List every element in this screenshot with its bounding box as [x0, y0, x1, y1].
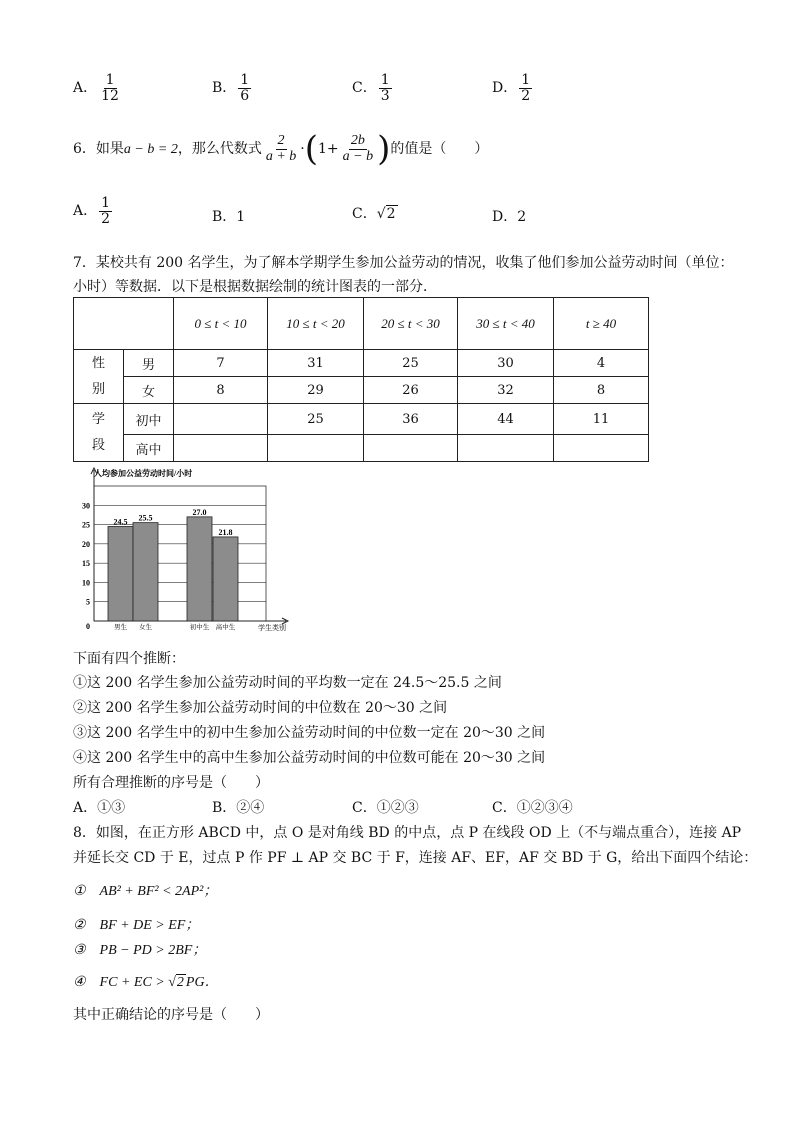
- table-row: [74, 404, 649, 435]
- data-label: 21.8: [218, 527, 233, 537]
- x-tick-label: 初中生: [189, 624, 210, 631]
- q8-conclusion-1: ① AB² + BF² < 2AP²；: [73, 884, 218, 899]
- bar-chart: [72, 464, 294, 634]
- table-cell: [364, 435, 458, 462]
- q6-a-fraction: $\frac{1}{2}$: [101, 195, 111, 227]
- table-row: [74, 377, 649, 404]
- table-cell: 26: [364, 377, 458, 404]
- table-cell: 31: [268, 350, 364, 377]
- q7-line-2: 小时）等数据．以下是根据数据绘制的统计图表的一部分．: [73, 279, 437, 295]
- table-header-row: [74, 298, 649, 350]
- table-header: 10 ≤ t < 20: [268, 298, 364, 350]
- q5-option-d: D． $\frac{1}{2}$: [492, 72, 531, 104]
- q5-option-c: C． $\frac{1}{3}$: [352, 72, 390, 104]
- q7-line-1: 7．某校共有 200 名学生，为了解本学期学生参加公益劳动的情况，收集了他们参加公益劳动时间（单位：: [73, 255, 734, 271]
- y-tick-label: 30: [82, 501, 90, 511]
- table-cell: 8: [174, 377, 268, 404]
- q8-conclusion-4: ④ FC + EC > √2 PG．: [73, 974, 219, 990]
- data-label: 24.5: [113, 517, 128, 527]
- table-cell: 29: [268, 377, 364, 404]
- q8-ask: 其中正确结论的序号是（ ）: [73, 1007, 269, 1023]
- q6-fraction-1: $\frac{2}{a + b}$: [265, 132, 297, 164]
- group-label-stage: 学 段: [74, 404, 124, 462]
- inferences-title: 下面有四个推断：: [73, 651, 185, 667]
- table-cell: [268, 435, 364, 462]
- q5-a-fraction: $\frac{1}{12}$: [101, 72, 119, 104]
- inference-3: ③这 200 名学生中的初中生参加公益劳动时间的中位数一定在 20～30 之间: [73, 725, 546, 741]
- q6-fraction-2: $\frac{2b}{a - b}$: [342, 132, 374, 164]
- y-tick-label: 0: [86, 622, 90, 631]
- table-cell: [554, 435, 649, 462]
- x-axis-label: 学生类别: [258, 624, 286, 632]
- q7-option-a: A．①③: [73, 800, 126, 816]
- q8-line-1: 8．如图，在正方形 ABCD 中，点 O 是对角线 BD 的中点，点 P 在线段 OD 上（不与端点重合），连接 AP: [73, 825, 742, 841]
- bar: [133, 523, 158, 621]
- x-tick-label: 女生: [139, 624, 152, 631]
- table-row: [74, 350, 649, 377]
- row-label: 女: [124, 377, 174, 404]
- bar: [108, 527, 133, 622]
- table-cell: 44: [458, 404, 554, 435]
- group-label-gender: 性 别: [74, 350, 124, 404]
- y-tick-label: 5: [86, 597, 90, 607]
- table-cell: 32: [458, 377, 554, 404]
- inference-2: ②这 200 名学生参加公益劳动时间的中位数在 20～30 之间: [73, 700, 448, 716]
- q6-stem: 6．如果a − b = 2，那么代数式 $\frac{2}{a + b}$ ·(1+ $\frac{2b}{a - b}$ )的值是（ ）: [73, 129, 489, 169]
- q5-b-fraction: $\frac{1}{6}$: [240, 72, 250, 104]
- q8-conclusion-2: ② BF + DE > EF；: [73, 918, 200, 933]
- q6-option-a: A． $\frac{1}{2}$: [73, 195, 111, 227]
- y-tick-label: 15: [82, 559, 90, 569]
- table-cell: 7: [174, 350, 268, 377]
- table-header: 30 ≤ t < 40: [458, 298, 554, 350]
- bar: [187, 517, 212, 621]
- table-cell: 8: [554, 377, 649, 404]
- sqrt-symbol: √2: [168, 974, 184, 990]
- table-header: 0 ≤ t < 10: [174, 298, 268, 350]
- q7-option-d: C．①②③④: [492, 800, 573, 816]
- table-cell: 4: [554, 350, 649, 377]
- data-label: 27.0: [192, 507, 207, 517]
- q7-option-b: B．②④: [212, 800, 265, 816]
- chart-title: 人均参加公益劳动时间/小时: [94, 469, 193, 478]
- sqrt-symbol: √2: [376, 206, 396, 222]
- q7-option-c: C．①②③: [352, 800, 419, 816]
- table-cell: 25: [364, 350, 458, 377]
- table-cell: [174, 404, 268, 435]
- inference-4: ④这 200 名学生中的高中生参加公益劳动时间的中位数可能在 20～30 之间: [73, 750, 546, 766]
- table-cell: [458, 435, 554, 462]
- q8-conclusion-3: ③ PB − PD > 2BF；: [73, 943, 207, 958]
- table-cell: 11: [554, 404, 649, 435]
- y-tick-label: 20: [82, 539, 90, 549]
- x-tick-label: 男生: [114, 624, 127, 631]
- y-tick-label: 10: [82, 578, 90, 588]
- q5-option-a: A． $\frac{1}{12}$: [73, 72, 119, 104]
- q7-ask: 所有合理推断的序号是（ ）: [73, 775, 269, 791]
- table-cell: 36: [364, 404, 458, 435]
- q5-d-fraction: $\frac{1}{2}$: [521, 72, 531, 104]
- q6-option-d: D．2: [492, 209, 527, 225]
- stat-table: [73, 297, 649, 462]
- chart-plot: [82, 468, 288, 631]
- bar: [213, 537, 238, 621]
- row-label: 初中: [124, 404, 174, 435]
- inference-1: ①这 200 名学生参加公益劳动时间的平均数一定在 24.5～25.5 之间: [73, 675, 502, 691]
- q8-line-2: 并延长交 CD 于 E，过点 P 作 PF ⊥ AP 交 BC 于 F，连接 AF、EF，AF 交 BD 于 G，给出下面四个结论：: [73, 850, 758, 866]
- row-label: 男: [124, 350, 174, 377]
- y-tick-label: 25: [82, 520, 90, 530]
- table-cell: 25: [268, 404, 364, 435]
- table-cell: [174, 435, 268, 462]
- table-row: [74, 435, 649, 462]
- row-label: 高中: [124, 435, 174, 462]
- q5-option-b: B． $\frac{1}{6}$: [212, 72, 250, 104]
- q5-c-fraction: $\frac{1}{3}$: [380, 72, 390, 104]
- x-tick-label: 高中生: [215, 624, 236, 631]
- table-corner-cell: [74, 298, 174, 350]
- q6-option-c: C．√2: [352, 206, 396, 222]
- table-header: 20 ≤ t < 30: [364, 298, 458, 350]
- table-header: t ≥ 40: [554, 298, 649, 350]
- data-label: 25.5: [138, 513, 153, 523]
- q6-option-b: B．1: [212, 209, 246, 225]
- table-cell: 30: [458, 350, 554, 377]
